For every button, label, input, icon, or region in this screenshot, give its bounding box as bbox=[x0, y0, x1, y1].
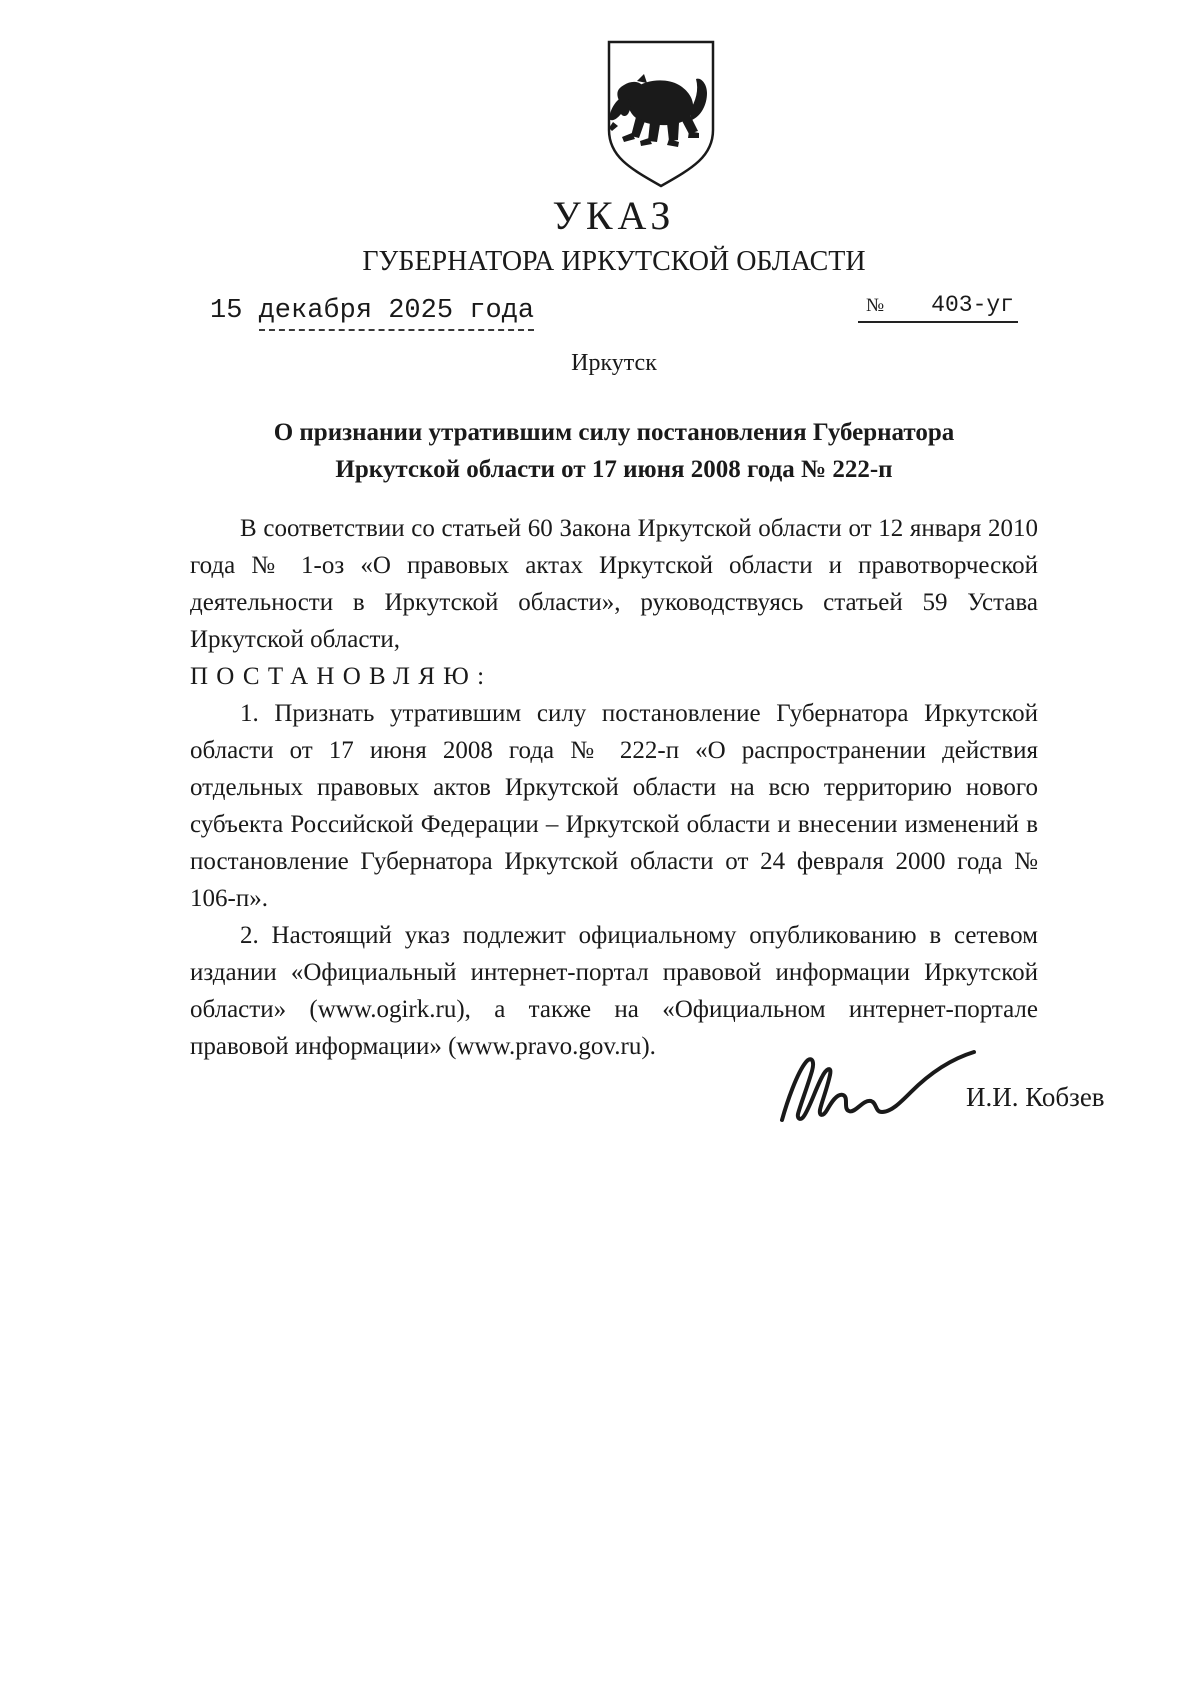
doc-title-line: Иркутской области от 17 июня 2008 года № 222-п bbox=[335, 456, 893, 483]
preamble-paragraph: В соответствии со статьей 60 Закона Иркутской области от 12 января 2010 года № 1-оз «О правовых актах Иркутской области и правотворческой деятельности в Иркутской области», руководствуясь статьей 59 Устава Иркутской области, bbox=[190, 515, 1038, 653]
date-day: 15 bbox=[210, 296, 243, 326]
doc-number-field bbox=[858, 292, 1018, 323]
decree-item: 2. Настоящий указ подлежит официальному опубликованию в сетевом издании «Официальный интернет-портал правовой информации Иркутской области» (www.ogirk.ru), а также на «Официальном интернет-портале правовой информации» (www.pravo.gov.ru). bbox=[190, 922, 1038, 1060]
doc-type-heading: УКАЗ bbox=[552, 193, 676, 238]
doc-body bbox=[190, 510, 1038, 1065]
signature-block bbox=[778, 1038, 1123, 1133]
doc-city: Иркутск bbox=[571, 350, 657, 376]
signature-stroke-icon bbox=[778, 1046, 993, 1131]
authority-heading: ГУБЕРНАТОРА ИРКУТСКОЙ ОБЛАСТИ bbox=[362, 246, 866, 277]
resolution-word: ПОСТАНОВЛЯЮ: bbox=[190, 663, 493, 690]
number-sign: № bbox=[866, 295, 885, 316]
decree-item: 1. Признать утратившим силу постановление Губернатора Иркутской области от 17 июня 2008 года № 222-п «О распространении действия отдельных правовых актов Иркутской области на всю территорию нового субъекта Российской Федерации – Иркутской области и внесении изменений в постановление Губернатора Иркутской области от 24 февраля 2000 года № 106-п». bbox=[190, 700, 1038, 912]
number-value: 403-уг bbox=[931, 292, 1014, 318]
doc-date-field bbox=[210, 296, 534, 326]
doc-title-line: О признании утратившим силу постановления Губернатора bbox=[273, 419, 955, 446]
irkutsk-coat-of-arms-icon bbox=[603, 38, 719, 190]
signer-name: И.И. Кобзев bbox=[966, 1082, 1105, 1112]
doc-title bbox=[190, 414, 1038, 488]
date-underlined-part: декабря 2025 года bbox=[259, 296, 534, 331]
